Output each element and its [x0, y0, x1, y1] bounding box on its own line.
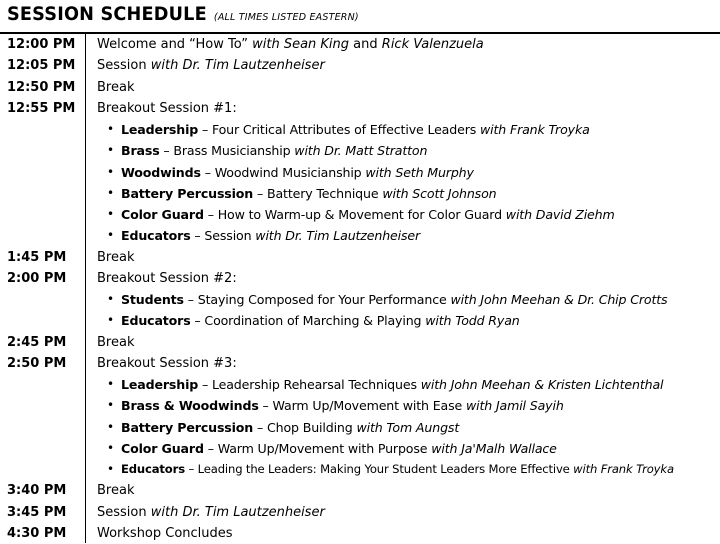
track-name: Educators: [121, 313, 191, 329]
track-name: Color Guard: [121, 207, 204, 222]
time-label: 4:30 PM: [7, 525, 67, 541]
bullet-icon: •: [107, 122, 115, 136]
session-title: [97, 34, 484, 55]
time-label: 2:50 PM: [7, 355, 67, 371]
session-item-text: [121, 204, 615, 225]
session-item-text: [121, 374, 663, 395]
session-item: [0, 374, 720, 395]
session-text: Breakout Session #3:: [97, 355, 237, 371]
session-text: Breakout Session #1:: [97, 100, 237, 116]
track-name: Educators: [121, 462, 185, 476]
session-text: Break: [97, 79, 135, 95]
time-label: 12:00 PM: [7, 37, 76, 52]
session-text: Session: [97, 504, 151, 520]
presenter-name: with Frank Troyka: [480, 122, 590, 137]
track-name: Students: [121, 292, 184, 307]
session-item: [0, 289, 720, 310]
presenter-name: with Tom Aungst: [356, 419, 460, 435]
presenter-name: with Ja'Malh Wallace: [431, 440, 557, 456]
schedule-row: [0, 247, 720, 268]
bullet-icon: •: [107, 228, 115, 243]
session-item-text: [121, 417, 459, 438]
session-item-text: [121, 438, 557, 459]
bullet-icon: •: [107, 292, 115, 306]
schedule-header: [7, 3, 359, 31]
session-item: [0, 204, 720, 225]
session-item-text: [121, 310, 520, 331]
bullet-icon: •: [107, 377, 115, 391]
bullet-icon: •: [107, 164, 115, 179]
session-title: [97, 502, 325, 523]
time-label: 2:00 PM: [7, 270, 67, 286]
track-name: Battery Percussion: [121, 185, 254, 201]
time-label: 12:05 PM: [7, 58, 76, 74]
session-item-text: [121, 459, 674, 480]
presenter-name: with John Meehan & Kristen Lichtenthal: [420, 377, 664, 392]
session-text: Break: [97, 249, 135, 265]
track-name: Color Guard: [121, 440, 204, 456]
session-item-text: [121, 225, 420, 246]
session-item: [0, 225, 720, 246]
session-text: Session: [97, 58, 151, 74]
session-title: [97, 77, 134, 98]
session-title: [97, 332, 134, 353]
presenter-name: with Jamil Sayih: [465, 398, 564, 414]
track-name: Brass & Woodwinds: [121, 398, 259, 414]
session-item: [0, 417, 720, 438]
schedule-row: [0, 34, 720, 55]
schedule-row: [0, 523, 720, 544]
session-description: – Warm Up/Movement with Purpose: [203, 440, 432, 456]
session-description: – Leadership Rehearsal Techniques: [198, 377, 421, 392]
session-text: Break: [97, 334, 135, 350]
track-name: Leadership: [121, 122, 199, 137]
session-title: [97, 523, 233, 544]
time-label: 12:50 PM: [7, 79, 76, 95]
presenter-name: with Seth Murphy: [365, 164, 474, 180]
session-item-text: [121, 289, 667, 310]
presenter-name: with Dr. Matt Stratton: [294, 143, 428, 159]
presenter-name: with David Ziehm: [505, 207, 615, 222]
session-item: [0, 183, 720, 204]
session-item: [0, 395, 720, 416]
session-item: [0, 162, 720, 183]
bullet-icon: •: [107, 462, 115, 476]
session-description: – Chop Building: [253, 419, 357, 435]
time-label: 3:40 PM: [7, 483, 67, 499]
presenter-name: with Dr. Tim Lautzenheiser: [255, 228, 421, 244]
page-subtitle: (ALL TIMES LISTED EASTERN): [213, 12, 359, 23]
session-text: Welcome and “How To”: [97, 37, 253, 52]
track-name: Brass: [121, 143, 160, 159]
bullet-icon: •: [107, 313, 115, 328]
session-text: Workshop Concludes: [97, 525, 233, 541]
bullet-icon: •: [107, 419, 115, 434]
session-text: and: [349, 37, 382, 52]
session-description: – Warm Up/Movement with Ease: [258, 398, 466, 414]
presenter-name: with Todd Ryan: [425, 313, 520, 329]
schedule-row: [0, 55, 720, 76]
session-item-text: [121, 140, 427, 161]
schedule-row: [0, 332, 720, 353]
presenter-name: with Sean King: [252, 37, 350, 52]
time-label: 2:45 PM: [7, 334, 67, 350]
time-label: 3:45 PM: [7, 504, 67, 520]
schedule-row: [0, 353, 720, 374]
session-title: [97, 247, 134, 268]
presenter-name: with Scott Johnson: [382, 185, 497, 201]
session-description: – Brass Musicianship: [159, 143, 295, 159]
session-description: – Staying Composed for Your Performance: [183, 292, 451, 307]
session-title: [97, 55, 325, 76]
presenter-name: with John Meehan & Dr. Chip Crotts: [450, 292, 668, 307]
session-description: – How to Warm-up & Movement for Color Guard: [203, 207, 506, 222]
presenter-name: Rick Valenzuela: [381, 37, 484, 52]
bullet-icon: •: [107, 440, 115, 455]
schedule-row: [0, 98, 720, 119]
schedule-row: [0, 77, 720, 98]
schedule-row: [0, 502, 720, 523]
session-item-text: [121, 183, 496, 204]
session-item: [0, 310, 720, 331]
session-description: – Session: [190, 228, 256, 244]
session-title: [97, 268, 237, 289]
session-description: – Battery Technique: [253, 185, 383, 201]
session-title: [97, 353, 237, 374]
presenter-name: with Dr. Tim Lautzenheiser: [150, 504, 325, 520]
schedule-row: [0, 268, 720, 289]
session-title: [97, 480, 134, 501]
track-name: Leadership: [121, 377, 199, 392]
time-label: 12:55 PM: [7, 100, 76, 116]
session-item: [0, 459, 720, 480]
time-label: 1:45 PM: [7, 249, 67, 265]
bullet-icon: •: [107, 398, 115, 413]
track-name: Battery Percussion: [121, 419, 254, 435]
session-title: [97, 98, 237, 119]
session-item: [0, 140, 720, 161]
session-item-text: [121, 162, 474, 183]
presenter-name: with Dr. Tim Lautzenheiser: [150, 58, 325, 74]
bullet-icon: •: [107, 207, 115, 221]
track-name: Educators: [121, 228, 191, 244]
bullet-icon: •: [107, 143, 115, 158]
session-item-text: [121, 395, 564, 416]
session-text: Breakout Session #2:: [97, 270, 237, 286]
session-description: – Leading the Leaders: Making Your Student Leaders More Effective: [184, 462, 574, 476]
session-description: – Four Critical Attributes of Effective Leaders: [198, 122, 480, 137]
session-description: – Coordination of Marching & Playing: [190, 313, 426, 329]
presenter-name: with Frank Troyka: [573, 462, 674, 476]
session-item-text: [121, 119, 590, 140]
page-title: SESSION SCHEDULE: [7, 3, 207, 25]
session-item: [0, 438, 720, 459]
session-description: – Woodwind Musicianship: [200, 164, 366, 180]
schedule-row: [0, 480, 720, 501]
session-text: Break: [97, 483, 135, 499]
session-item: [0, 119, 720, 140]
bullet-icon: •: [107, 185, 115, 200]
track-name: Woodwinds: [121, 164, 201, 180]
